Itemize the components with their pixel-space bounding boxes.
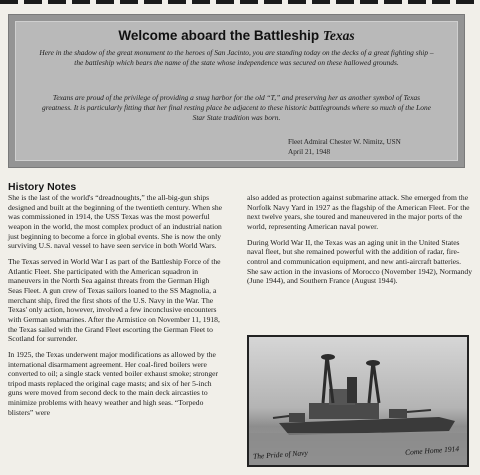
banner-title-text: Welcome aboard the Battleship xyxy=(118,28,320,43)
battleship-photo xyxy=(247,335,469,467)
top-border xyxy=(0,0,480,4)
history-paragraph: In 1925, the Texas underwent major modifications as allowed by the international disarmament agreement. Her coal-fired boilers were converted to oil; a single stack vented boiler exhaust smoke; stronger tripod masts replaced the original cage masts; and six of her 5-inch guns were moved from second deck to the main deck aircasties to minimize problems with heavy weather and high seas. “Torpedo blisters” were xyxy=(8,349,219,417)
photo-caption-left: The Pride of Navy xyxy=(252,448,309,461)
signature-name: Fleet Admiral Chester W. Nimitz, USN xyxy=(288,138,401,146)
banner-title-ship: Texas xyxy=(322,28,355,43)
signature-date: April 21, 1948 xyxy=(288,147,331,156)
banner-signature xyxy=(288,138,401,157)
welcome-banner-panel xyxy=(15,21,458,161)
history-paragraph: The Texas served in World War I as part of the Battleship Force of the Atlantic Fleet. She participated with the American squadron in maneuvers in the North Sea against threats from the German High Seas Fleet. A gun crew of Texas sailors loaned to the SS Magnolia, a merchant ship, fired the first shots of the U.S. Navy in the War. The Texas' only action, however, involved a few inconclusive encounters with German submarines. After the Armistice on November 11, 1918, the Texas sailed with the Grand Fleet escorting the German Fleet to Scotland for surrender. xyxy=(8,256,221,344)
photo-caption-right: Come Home 1914 xyxy=(404,444,460,457)
banner-title xyxy=(16,28,457,44)
banner-paragraph-2: Texans are proud of the privilege of providing a snug harbor for the old “T,” and preserving her as another symbol of Texas greatness. It is particularly fitting that her final resting place be adjacent to these historic battlegrounds where so much of the Lone Star State tradition was born. xyxy=(42,93,431,123)
history-column-right xyxy=(247,193,473,292)
welcome-banner xyxy=(8,14,465,168)
history-paragraph: also added as protection against submarine attack. She emerged from the Norfolk Navy Yard in 1927 as the flagship of the American Fleet. For the next twelve years, she toured and maneuvered in the major ports of the world, representing American naval power. xyxy=(247,193,470,231)
history-paragraph: During World War II, the Texas was an aging unit in the United States naval fleet, but she remained powerful with the addition of radar, fire-control and communication equipment, and new anti-aircraft batteries. She saw action in the invasions of Morocco (November 1942), Normandy (June 1944), and Southern France (August 1944). xyxy=(247,237,473,286)
history-column-left xyxy=(8,193,223,423)
history-heading: History Notes xyxy=(8,181,77,193)
history-paragraph: She is the last of the world's “dreadnoughts,” the all-big-gun ships designed and built at the beginning of the twentieth century. When she was commissioned in 1914, the USS Texas was the most powerful weapon in the world, the most complex product of an industrial nation just beginning to become a force in global events. She is now the only surviving U.S. naval vessel to have seen service in both World Wars. xyxy=(8,193,223,251)
banner-paragraph-1: Here in the shadow of the great monument to the heroes of San Jacinto, you are standing today on the decks of a great fighting ship – the battleship which bears the name of the state whose independence was secured on these hallowed grounds. xyxy=(39,48,434,68)
